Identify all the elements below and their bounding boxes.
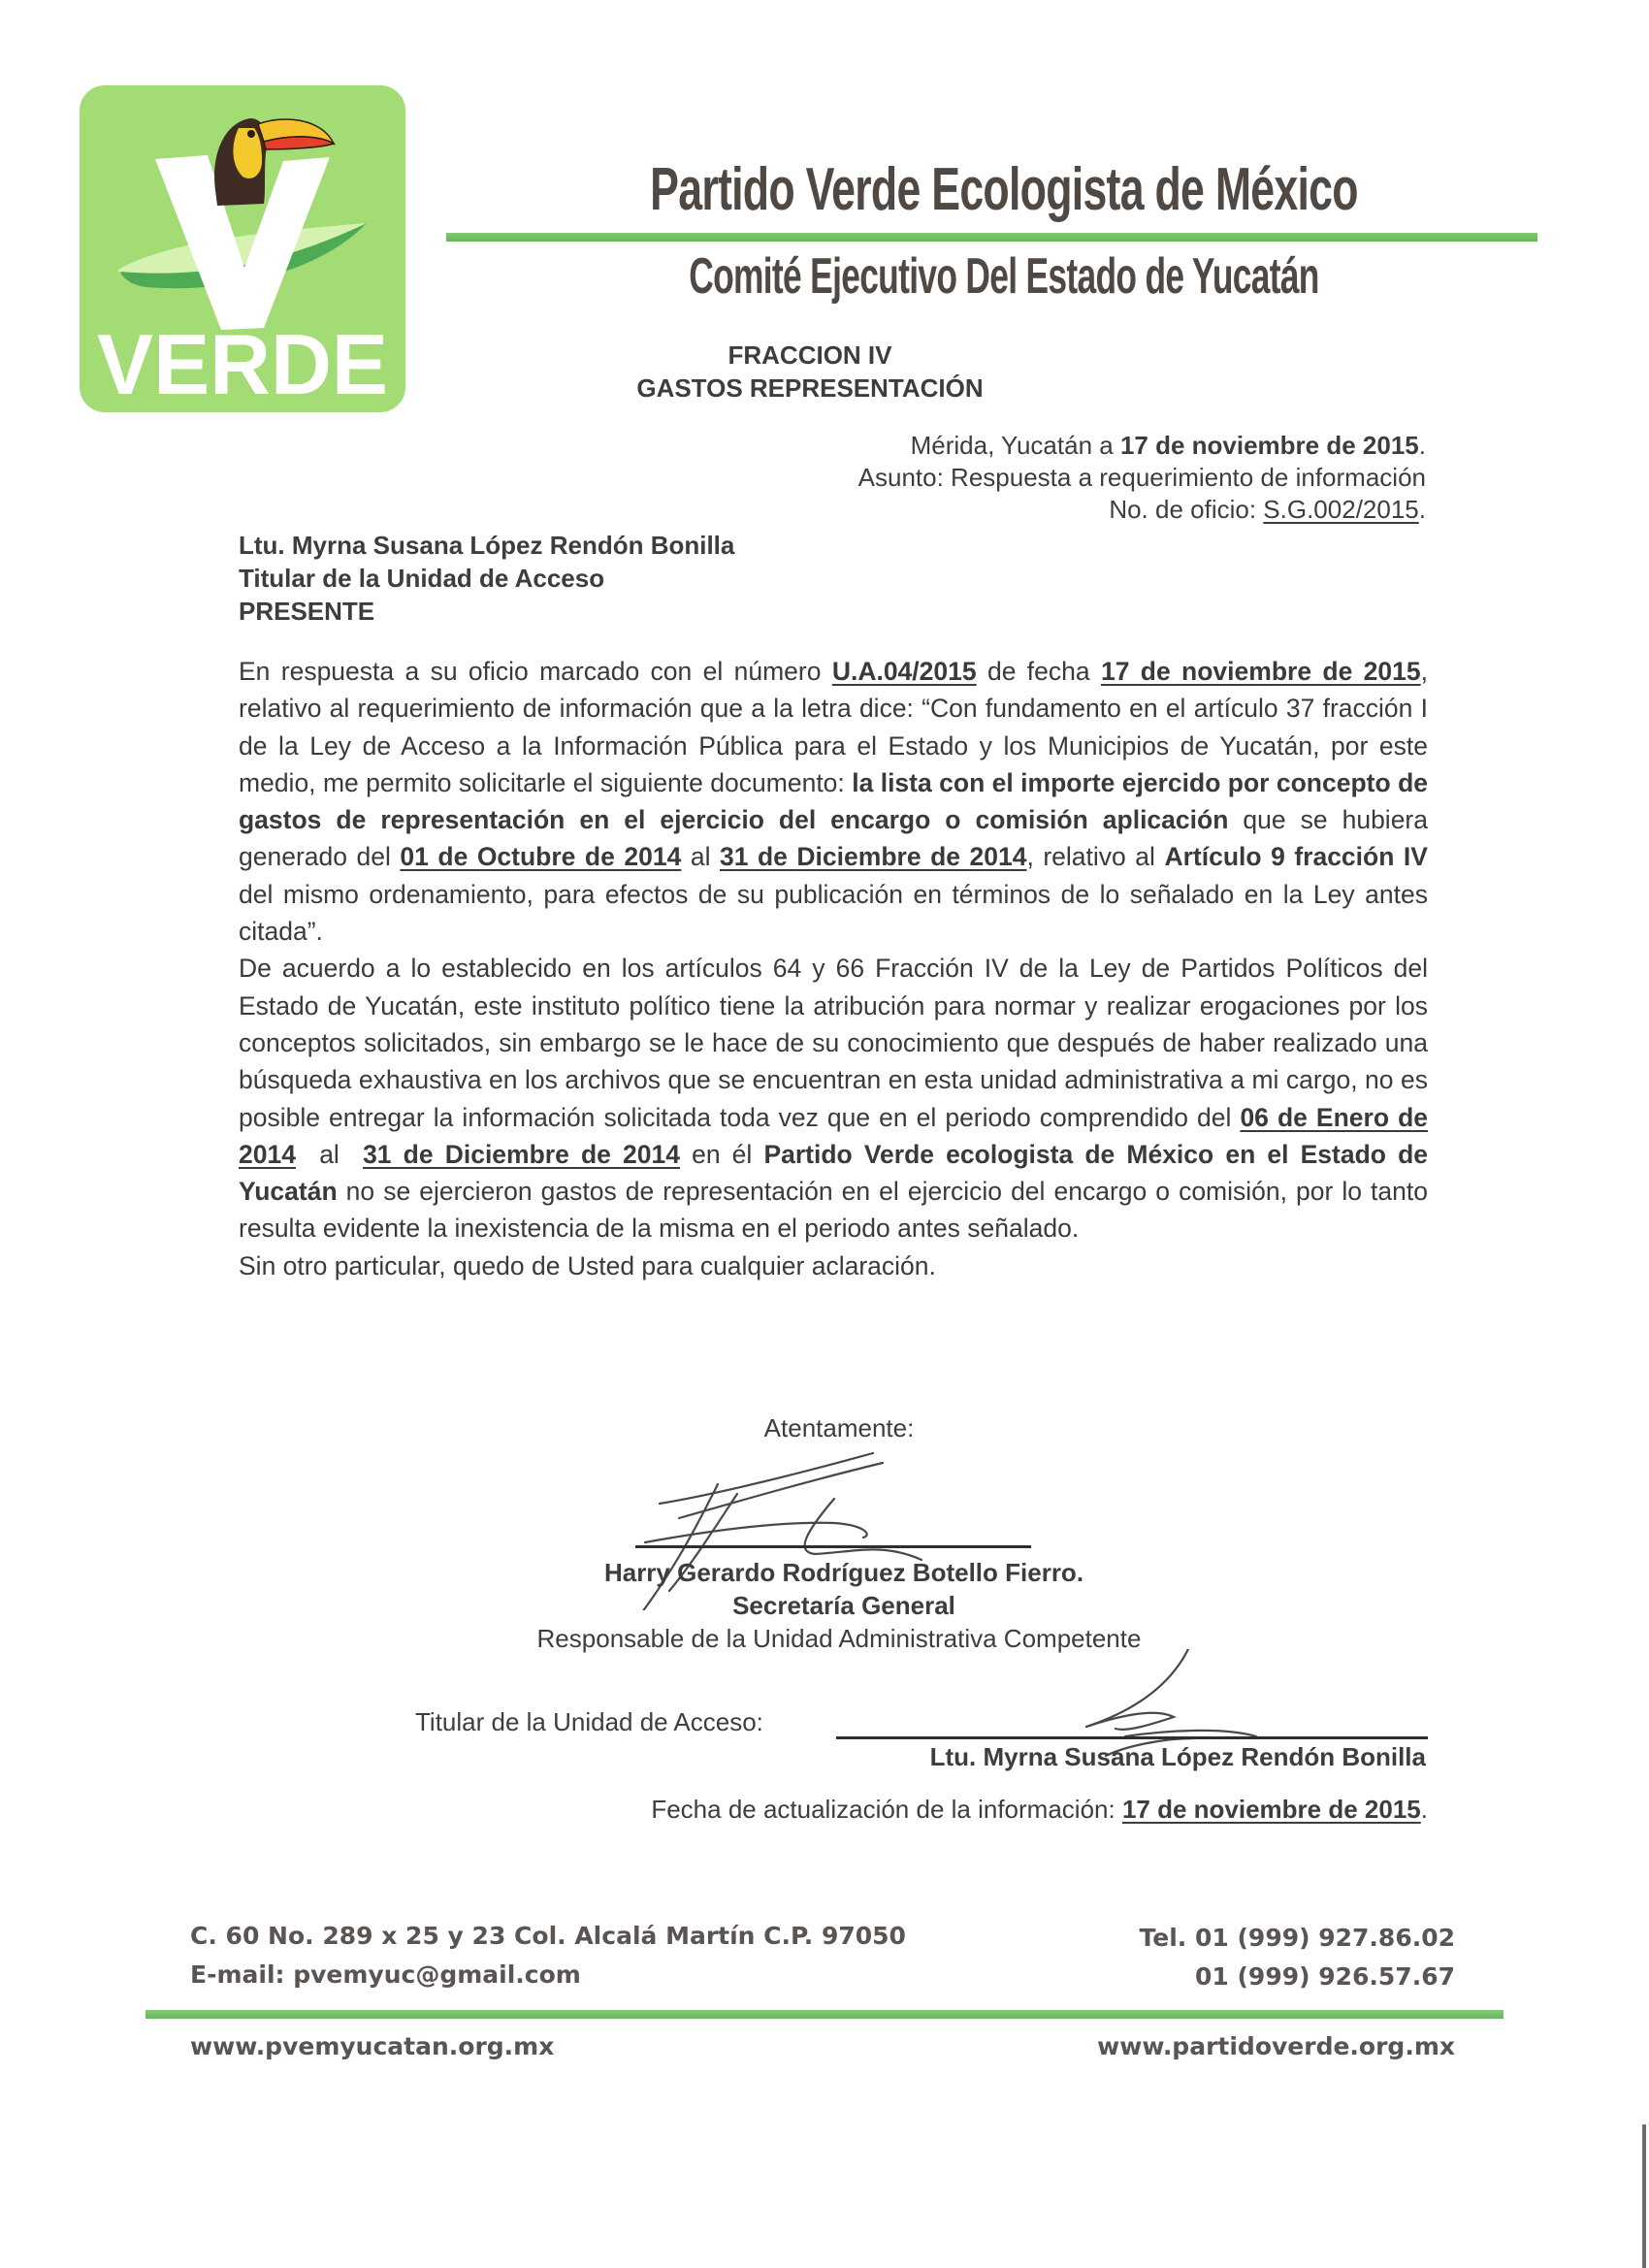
signer-title: Secretaría General (732, 1591, 955, 1620)
update-date: 17 de noviembre de 2015 (1121, 1795, 1421, 1824)
article-reference: Artículo 9 fracción IV (1164, 842, 1428, 872)
punctuation: . (1418, 431, 1426, 460)
text: al (681, 842, 720, 872)
committee-name: Comité Ejecutivo Del Estado de Yucatán (689, 248, 1319, 305)
text: al (295, 1139, 364, 1169)
party-name: Partido Verde Ecologista de México (650, 156, 1358, 223)
logo-text: VERDE (97, 316, 388, 412)
signer-role: Responsable de la Unidad Administrativa Competente (536, 1624, 1142, 1653)
signature-line (836, 1736, 1428, 1739)
requested-document: la lista con el importe ejercido por concepto de gastos de representación en el ejercicio del encargo o comisión aplicación (239, 767, 1428, 835)
scan-edge-shadow (1642, 2124, 1646, 2268)
update-label: Fecha de actualización de la información: (651, 1795, 1122, 1824)
footer-website-national: www.partidoverde.org.mx (1097, 2032, 1455, 2060)
punctuation: . (1420, 1795, 1428, 1824)
office-number: S.G.002/2015 (1263, 495, 1419, 524)
footer-divider (146, 2010, 1504, 2019)
footer-email: E-mail: pvemyuc@gmail.com (190, 1960, 581, 1989)
addressee-title: Titular de la Unidad de Acceso (239, 564, 605, 593)
period-end: 31 de Diciembre de 2014 (719, 842, 1027, 872)
period-start: 06 de Enero de 2014 (239, 1102, 1428, 1169)
reference-number: U.A.04/2015 (831, 657, 977, 686)
subject-line: Asunto: Respuesta a requerimiento de información (857, 463, 1426, 492)
text: , relativo al requerimiento de información que a la letra dice: “Con fundamento en el artículo 37 fracción I de la Ley de Acceso a la Información Pública para el Estado y los Municipios de Yucatán, por este medio, me permito solicitarle el siguiente documento: (239, 657, 1429, 797)
text: de fecha (976, 657, 1101, 686)
access-unit-label: Titular de la Unidad de Acceso: (415, 1707, 763, 1736)
section-fraction: FRACCION IV (728, 340, 892, 370)
update-date-line (651, 1795, 1428, 1825)
footer-address: C. 60 No. 289 x 25 y 23 Col. Alcalá Martín C.P. 97050 (190, 1922, 906, 1950)
toucan-v-logo-icon (80, 85, 405, 412)
letter-date: 17 de noviembre de 2015 (1119, 431, 1419, 460)
letter-body (239, 653, 1428, 1284)
footer-website-state: www.pvemyucatan.org.mx (190, 2032, 555, 2060)
period-start: 01 de Octubre de 2014 (400, 842, 682, 872)
place-prefix: Mérida, Yucatán a (910, 431, 1120, 460)
period-end: 31 de Diciembre de 2014 (363, 1139, 680, 1169)
text: En respuesta a su oficio marcado con el número (239, 657, 832, 686)
access-unit-name: Ltu. Myrna Susana López Rendón Bonilla (929, 1742, 1426, 1771)
footer-phone-1: Tel. 01 (999) 927.86.02 (1139, 1924, 1455, 1952)
toucan-eye-icon (247, 130, 255, 138)
addressee-name: Ltu. Myrna Susana López Rendón Bonilla (239, 531, 735, 560)
reference-date: 17 de noviembre de 2015 (1100, 657, 1421, 686)
closing: Atentamente: (763, 1413, 915, 1442)
office-number-line (1109, 494, 1426, 525)
text: no se ejercieron gastos de representación en el ejercicio del encargo o comisión, por lo tanto resulta evidente la inexistencia de la misma en el periodo antes señalado. (239, 1177, 1428, 1244)
punctuation: . (1418, 495, 1426, 524)
section-subject: GASTOS REPRESENTACIÓN (636, 373, 984, 403)
addressee-greeting: PRESENTE (239, 597, 375, 626)
text: , relativo al (1026, 842, 1165, 872)
entity-name: Partido Verde ecologista de México en el Estado de Yucatán (239, 1139, 1428, 1207)
text: en él (679, 1139, 764, 1169)
paragraph-response (239, 950, 1428, 1247)
text: que se hubiera generado del (239, 805, 1428, 872)
paragraph-closing: Sin otro particular, quedo de Usted para cualquier aclaración. (239, 1250, 936, 1280)
paragraph-request (239, 653, 1428, 950)
signature-line (635, 1545, 1031, 1548)
office-label: No. de oficio: (1109, 495, 1264, 524)
header-divider (446, 233, 1537, 242)
place-date-line (911, 430, 1426, 461)
party-logo (80, 85, 405, 412)
signer-name: Harry Gerardo Rodríguez Botello Fierro. (603, 1558, 1084, 1587)
footer-phone-2: 01 (999) 926.57.67 (1195, 1962, 1455, 1991)
text: De acuerdo a lo establecido en los artículos 64 y 66 Fracción IV de la Ley de Partidos Políticos del Estado de Yucatán, este instituto político tiene la atribución para normar y realizar erogaciones por los conceptos solicitados, sin embargo se le hace de su conocimiento que después de haber realizado una búsqueda exhaustiva en los archivos que se encuentran en esta unidad administrativa a mi cargo, no es posible entregar la información solicitada toda vez que en el periodo comprendido del (239, 954, 1428, 1132)
text: del mismo ordenamiento, para efectos de su publicación en términos de lo señalado en la Ley antes citada”. (239, 879, 1428, 947)
